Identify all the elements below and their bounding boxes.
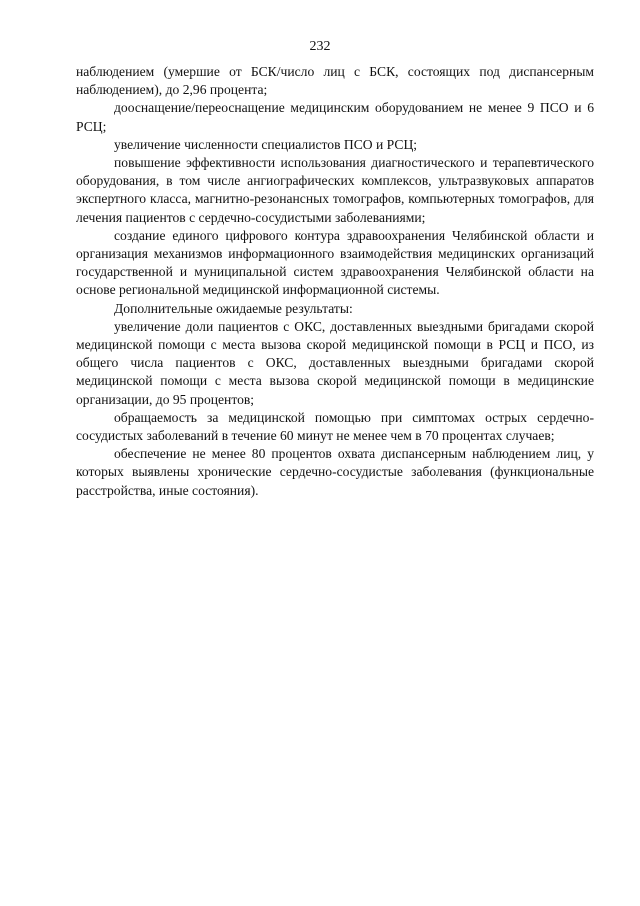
paragraph-appeal-rate: обращаемость за медицинской помощью при симптомах острых сердечно-сосудистых заболеваний в течение 60 минут не менее чем в 70 процентах случаев; xyxy=(76,409,594,444)
paragraph-efficiency: повышение эффективности использования диагностического и терапевтического оборудования, в том числе ангиографических комплексов, ультразвуковых аппаратов экспертного класса, магнитно-резонансных томографов, компьютерных томографов, для лечения пациентов с сердечно-сосудистыми заболеваниями; xyxy=(76,155,594,225)
paragraph-oks-share: увеличение доли пациентов с ОКС, доставленных выездными бригадами скорой медицинской помощи с места вызова скорой медицинской помощи в РСЦ и ПСО, из общего числа пациентов с ОКС, доставленных выездными бригадами скорой медицинской помощи с места вызова скорой медицинской помощи в медицинские организации, до 95 процентов; xyxy=(76,318,594,407)
paragraph-dispensary-coverage: обеспечение не менее 80 процентов охвата диспансерным наблюдением лиц, у которых выявлены хронические сердечно-сосудистые заболевания (функциональные расстройства, иные состояния). xyxy=(76,446,594,498)
paragraph-equipment: дооснащение/переоснащение медицинским оборудованием не менее 9 ПСО и 6 РСЦ; xyxy=(76,100,594,134)
document-body xyxy=(76,63,594,500)
paragraph-digital-contour: создание единого цифрового контура здравоохранения Челябинской области и организация механизмов информационного взаимодействия медицинских организаций государственной и муниципальной систем здравоохранения Челябинской области на основе региональной медицинской информационной системы. xyxy=(76,227,594,298)
page-number: 232 xyxy=(309,39,331,54)
paragraph-additional-results-heading: Дополнительные ожидаемые результаты: xyxy=(114,300,353,316)
paragraph-specialists: увеличение численности специалистов ПСО и РСЦ; xyxy=(114,136,418,152)
paragraph-continuation: наблюдением (умершие от БСК/число лиц с БСК, состоящих под диспансерным наблюдением), до 2,96 процента; xyxy=(76,64,594,98)
